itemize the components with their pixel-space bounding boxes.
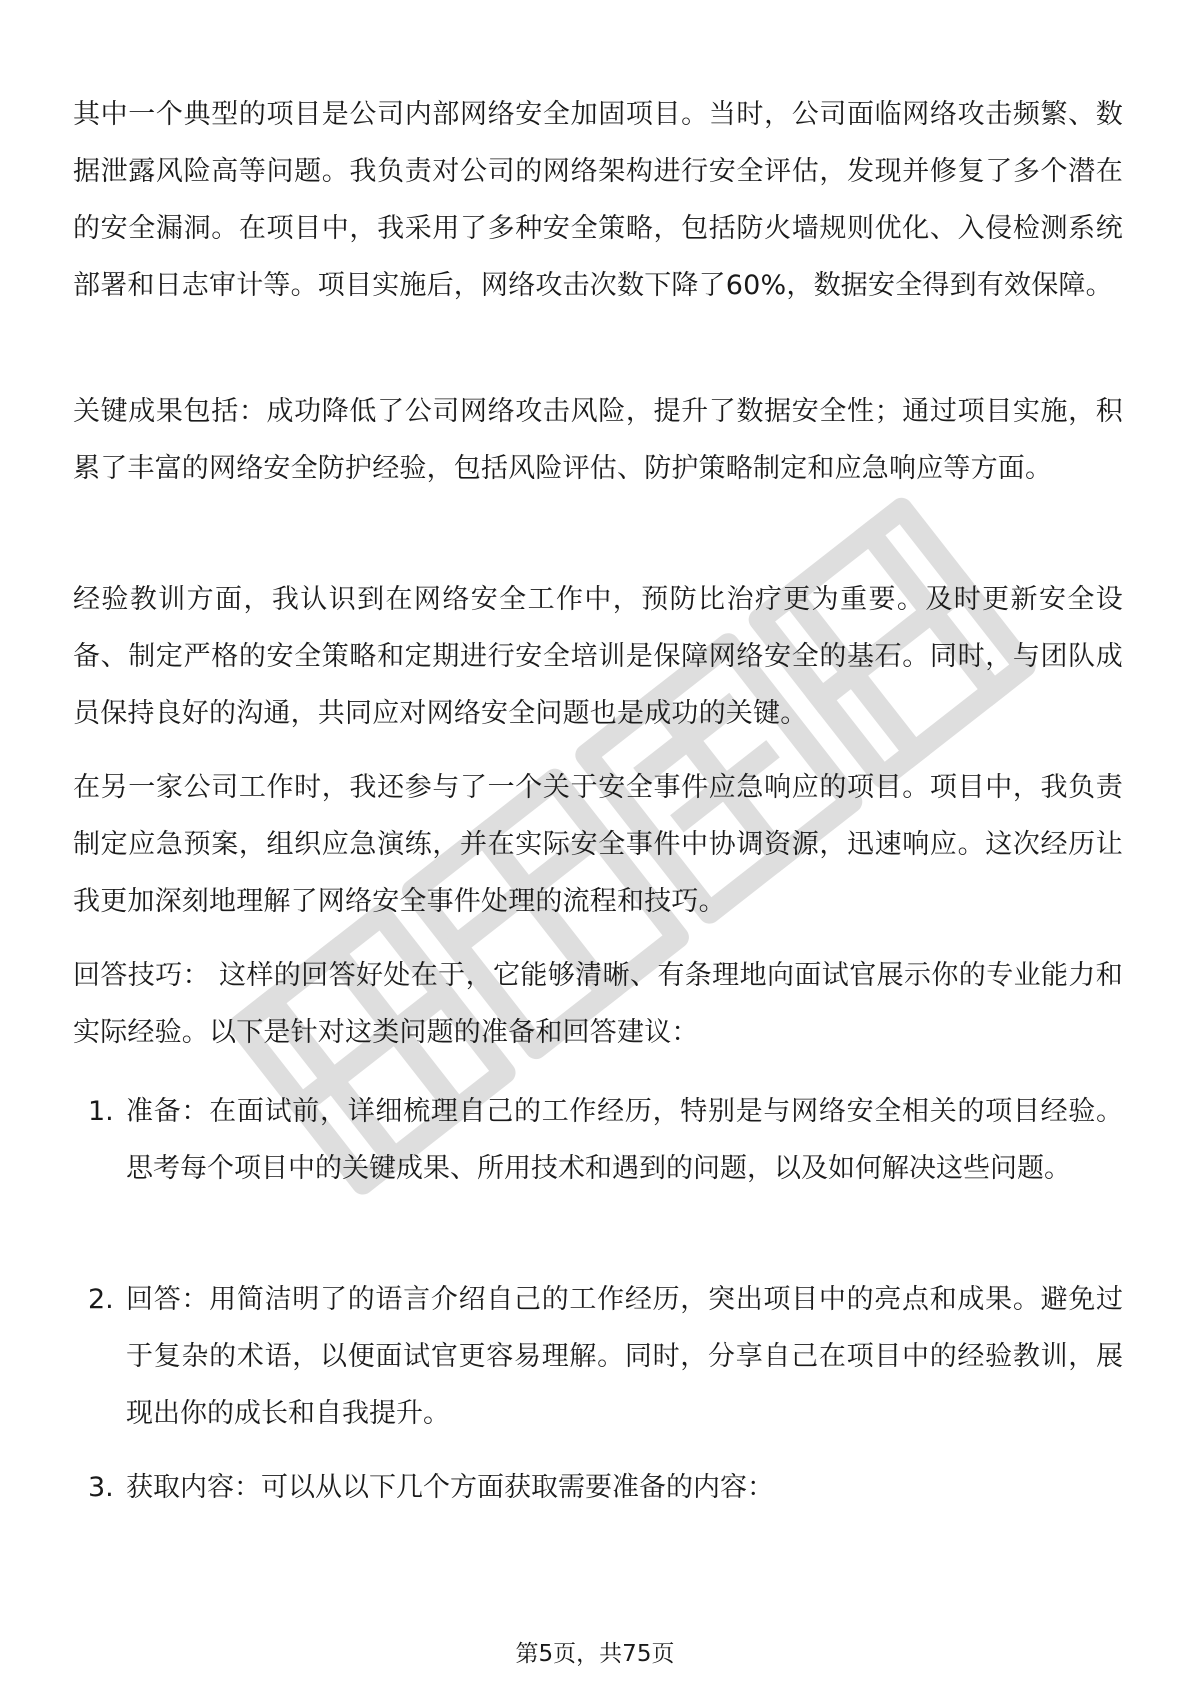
list-number: 2.: [88, 1284, 114, 1315]
list-item-get-content: [88, 1459, 1123, 1516]
list-item-answer: [88, 1271, 1123, 1442]
paragraph-answer-tips: 回答技巧： 这样的回答好处在于，它能够清晰、有条理地向面试官展示你的专业能力和实际经验。以下是针对这类问题的准备和回答建议：: [73, 960, 1123, 1048]
list-item-prepare: [88, 1083, 1123, 1197]
paragraph-key-results: 关键成果包括：成功降低了公司网络攻击风险，提升了数据安全性；通过项目实施，积累了丰富的网络安全防护经验，包括风险评估、防护策略制定和应急响应等方面。: [73, 396, 1123, 484]
list-number: 1.: [88, 1096, 114, 1127]
list-item-text: 获取内容：可以从以下几个方面获取需要准备的内容：: [126, 1472, 774, 1503]
paragraph-incident-response: 在另一家公司工作时，我还参与了一个关于安全事件应急响应的项目。项目中，我负责制定应急预案，组织应急演练，并在实际安全事件中协调资源，迅速响应。这次经历让我更加深刻地理解了网络安全事件处理的流程和技巧。: [73, 772, 1123, 917]
page-number-footer: 第5页，共75页: [515, 1641, 675, 1667]
paragraph-lessons-learned: 经验教训方面，我认识到在网络安全工作中，预防比治疗更为重要。及时更新安全设备、制定严格的安全策略和定期进行安全培训是保障网络安全的基石。同时，与团队成员保持良好的沟通，共同应对网络安全问题也是成功的关键。: [73, 584, 1123, 729]
paragraph-project-example: 其中一个典型的项目是公司内部网络安全加固项目。当时，公司面临网络攻击频繁、数据泄露风险高等问题。我负责对公司的网络架构进行安全评估，发现并修复了多个潜在的安全漏洞。在项目中，我采用了多种安全策略，包括防火墙规则优化、入侵检测系统部署和日志审计等。项目实施后，网络攻击次数下降了60%，数据安全得到有效保障。: [73, 99, 1123, 301]
list-item-text: 回答：用简洁明了的语言介绍自己的工作经历，突出项目中的亮点和成果。避免过于复杂的术语，以便面试官更容易理解。同时，分享自己在项目中的经验教训，展现出你的成长和自我提升。: [126, 1284, 1123, 1429]
list-item-text: 准备：在面试前，详细梳理自己的工作经历，特别是与网络安全相关的项目经验。思考每个项目中的关键成果、所用技术和遇到的问题，以及如何解决这些问题。: [126, 1096, 1123, 1184]
list-number: 3.: [88, 1472, 114, 1503]
